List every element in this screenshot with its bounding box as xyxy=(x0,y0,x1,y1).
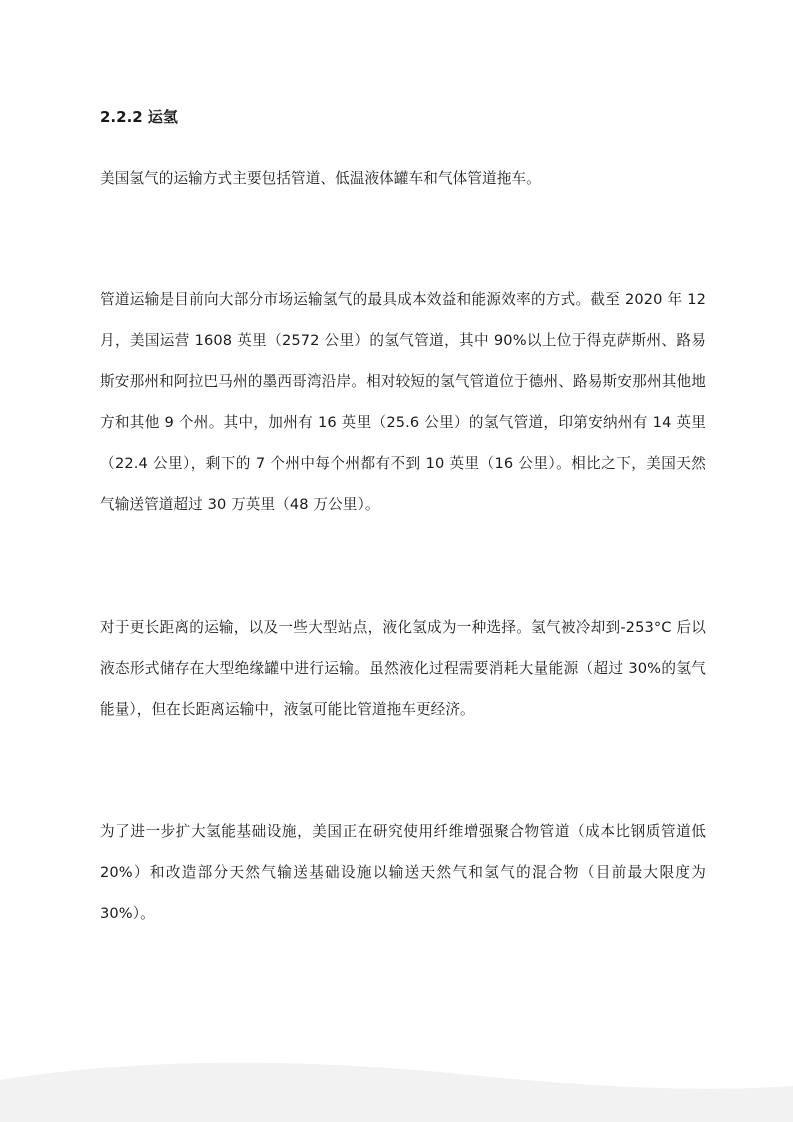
paragraph-transport-methods: 美国氢气的运输方式主要包括管道、低温液体罐车和气体管道拖车。 xyxy=(100,170,541,187)
paragraph-pipeline-transport: 管道运输是目前向大部分市场运输氢气的最具成本效益和能源效率的方式。截至 2020 年 12 月，美国运营 1608 英里（2572 公里）的氢气管道，其中 90%以上位于得克萨斯州、路易斯安那州和阿拉巴马州的墨西哥湾沿岸。相对较短的氢气管道位于德州、路易斯安那州其他地方和其他 9 个州。其中，加州有 16 英里（25.6 公里）的氢气管道，印第安纳州有 14 英里（22.4 公里），剩下的 7 个州中每个州都有不到 10 英里（16 公里）。相比之下，美国天然气输送管道超过 30 万英里（48 万公里）。 xyxy=(100,291,706,513)
paragraph-infrastructure-expansion: 为了进一步扩大氢能基础设施，美国正在研究使用纤维增强聚合物管道（成本比钢质管道低 20%）和改造部分天然气输送基础设施以输送天然气和氢气的混合物（目前最大限度为 30%）。 xyxy=(100,823,706,922)
paragraph-liquid-hydrogen: 对于更长距离的运输，以及一些大型站点，液化氢成为一种选择。氢气被冷却到-253°C 后以液态形式储存在大型绝缘罐中进行运输。虽然液化过程需要消耗大量能源（超过 30%的氢气能量），但在长距离运输中，液氢可能比管道拖车更经济。 xyxy=(100,619,706,718)
footer-wave-decoration xyxy=(0,1052,793,1122)
footer-wave-shape xyxy=(0,1063,793,1122)
section-heading: 2.2.2 运氢 xyxy=(100,108,178,126)
